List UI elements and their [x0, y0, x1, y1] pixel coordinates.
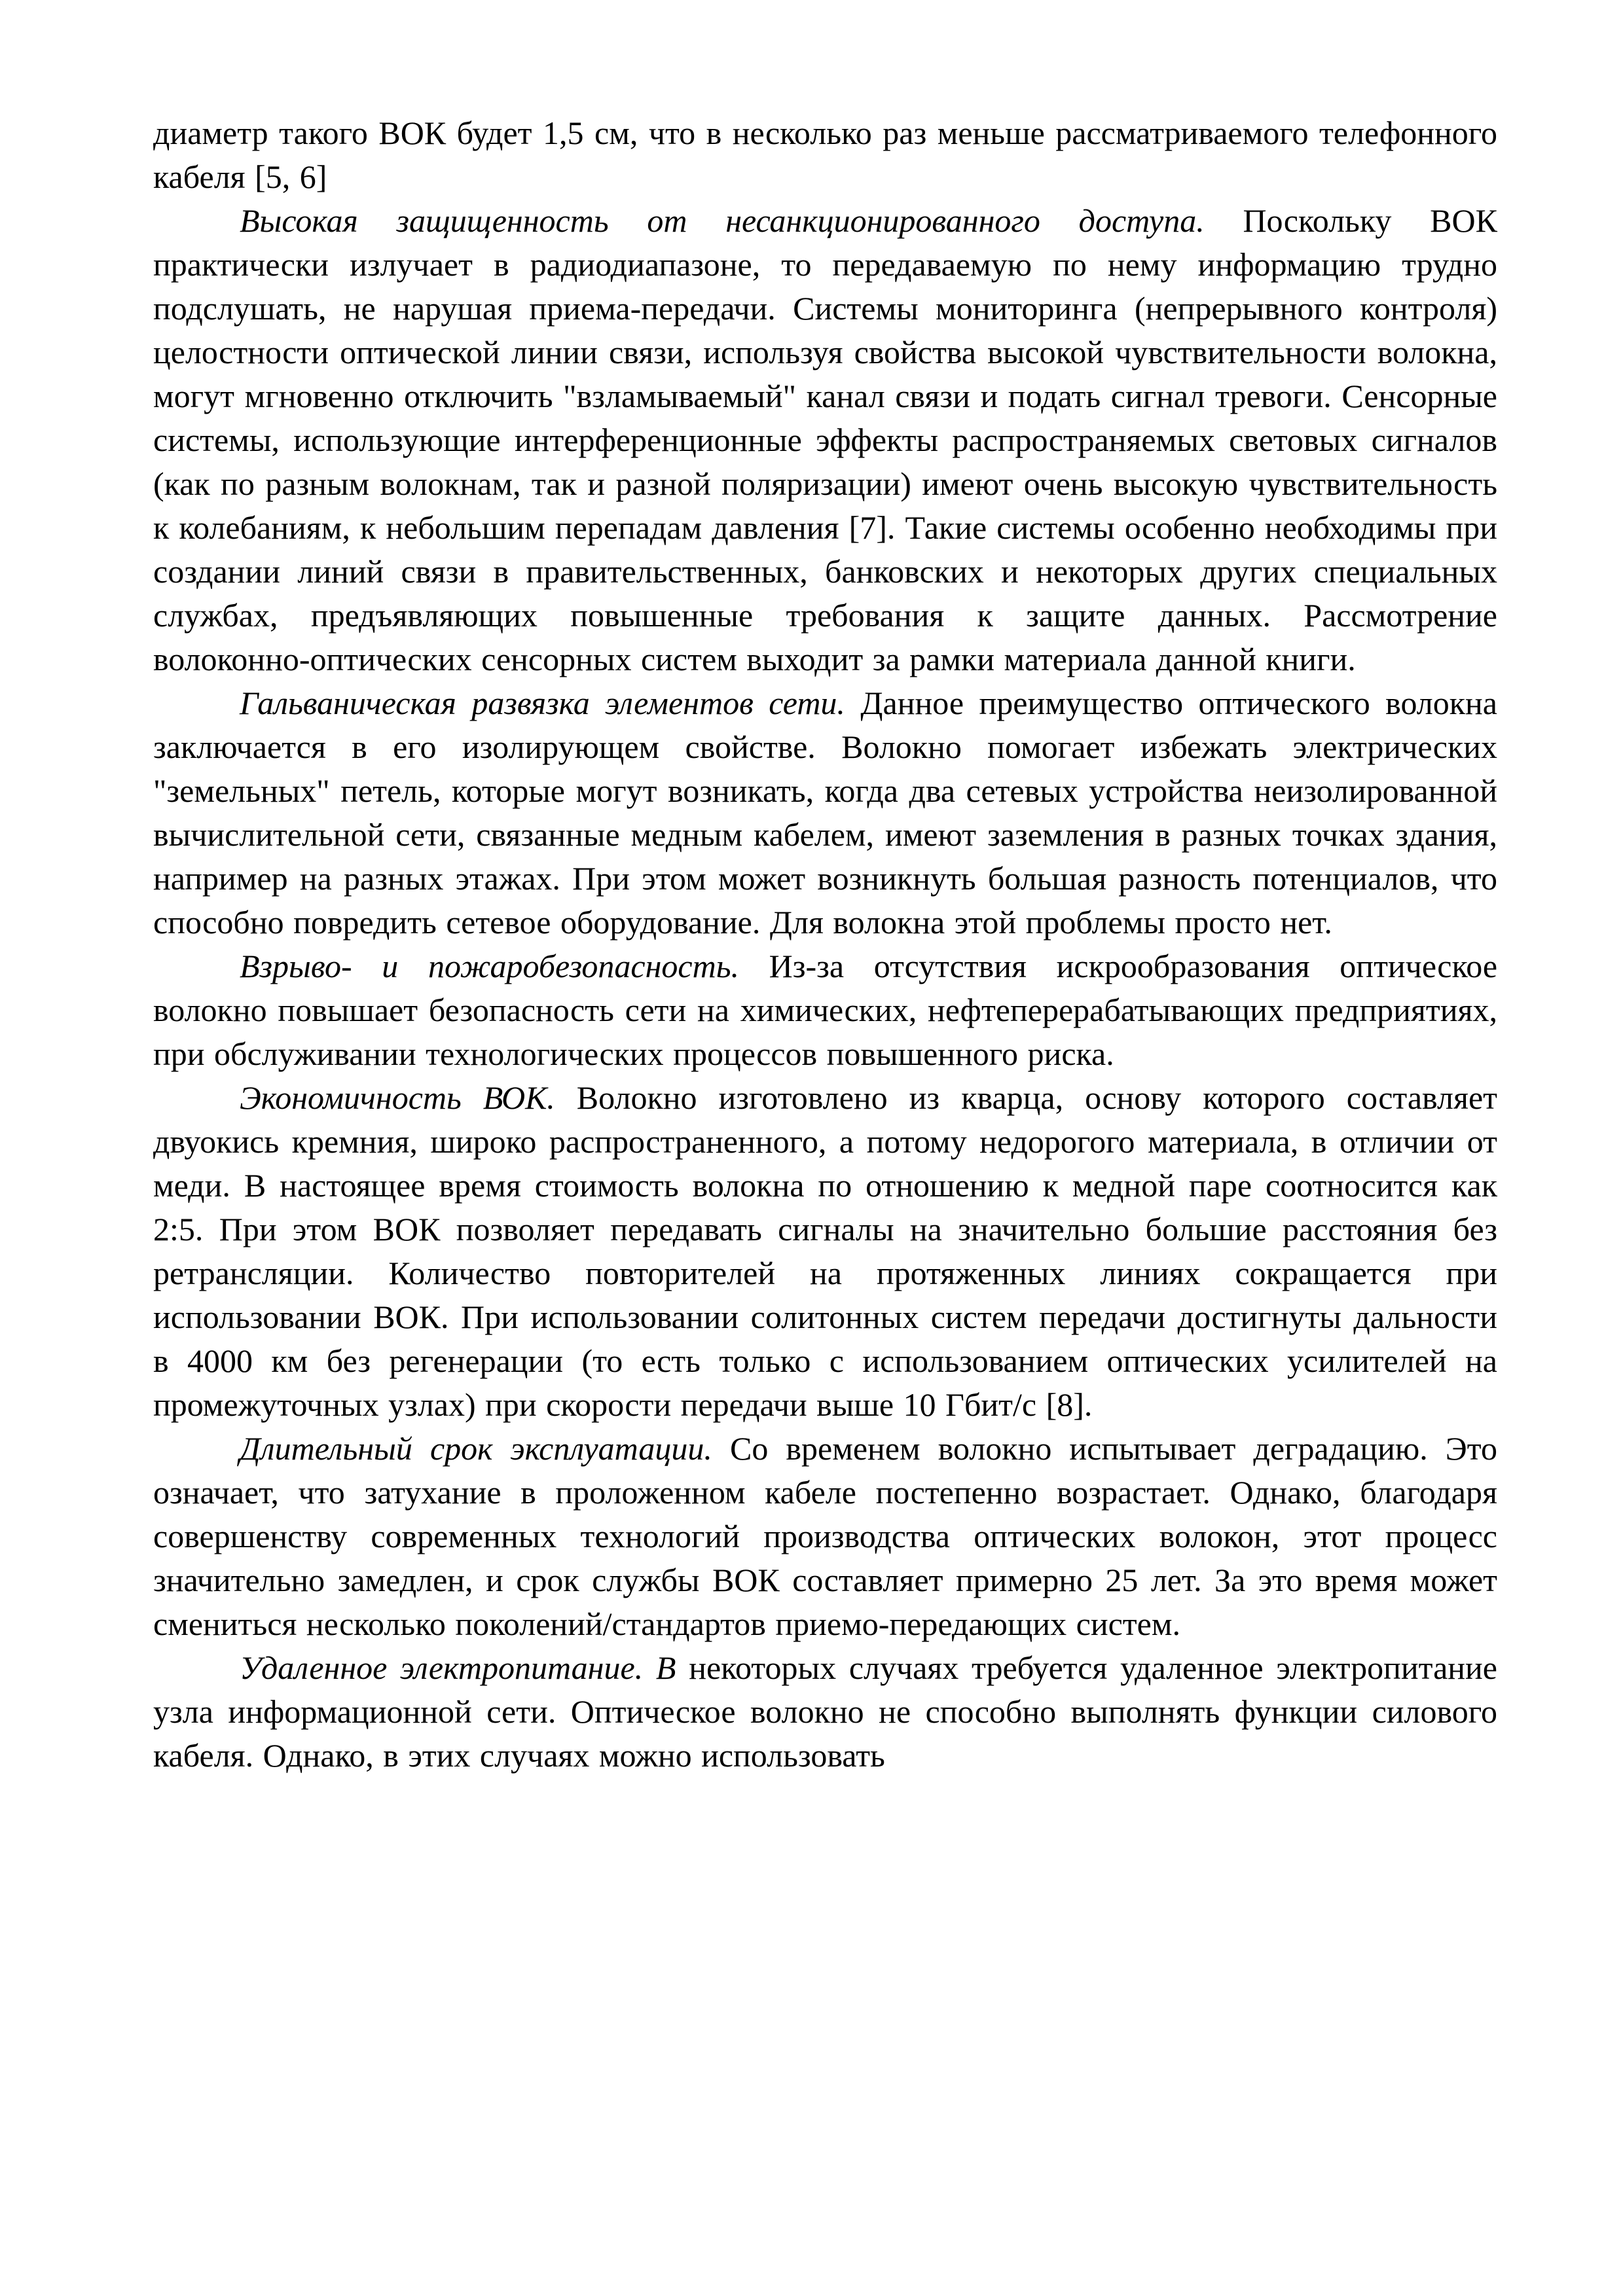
paragraph: [153, 111, 1497, 199]
paragraph-lead: Удаленное электропитание. В: [240, 1649, 676, 1686]
paragraph-text: Со временем волокно испытывает деградацию. Это означает, что затухание в проложенном кабеле постепенно возрастает. Однако, благодаря совершенству современных технологий производства оптических волокон, этот процесс значительно замедлен, и срок службы ВОК составляет примерно 25 лет. За это время может смениться несколько поколений/стандартов приемо-передающих систем.: [153, 1430, 1498, 1642]
paragraph-lead: Гальваническая развязка элементов сети.: [240, 685, 845, 721]
paragraph-lead: Высокая защищенность от несанкционированного доступа.: [240, 202, 1205, 239]
paragraph-lead: Экономичность ВОК.: [240, 1079, 555, 1116]
paragraph: [153, 681, 1497, 944]
paragraph-text: Поскольку ВОК практически излучает в радиодиапазоне, то передаваемую по нему информацию трудно подслушать, не нарушая приема-передачи. Системы мониторинга (непрерывного контроля) целостности оптической линии связи, используя свойства высокой чувствительности волокна, могут мгновенно отключить "взламываемый" канал связи и подать сигнал тревоги. Сенсорные системы, использующие интерференционные эффекты распространяемых световых сигналов (как по разным волокнам, так и разной поляризации) имеют очень высокую чувствительность к колебаниям, к небольшим перепадам давления [7]. Такие системы особенно необходимы при создании линий связи в правительственных, банковских и некоторых других специальных службах, предъявляющих повышенные требования к защите данных. Рассмотрение волоконно-оптических сенсорных систем выходит за рамки материала данной книги.: [153, 202, 1497, 677]
paragraph-lead: Длительный срок эксплуатации.: [240, 1430, 712, 1467]
paragraph: [153, 1646, 1497, 1778]
paragraph-text: Волокно изготовлено из кварца, основу которого составляет двуокись кремния, широко распространенного, а потому недорогого материала, в отличии от меди. В настоящее время стоимость волокна по отношению к медной паре соотносится как 2:5. При этом ВОК позволяет передавать сигналы на значительно большие расстояния без ретрансляции. Количество повторителей на протяженных линиях сокращается при использовании ВОК. При использовании солитонных систем передачи достигнуты дальности в 4000 км без регенерации (то есть только с использованием оптических усилителей на промежуточных узлах) при скорости передачи выше 10 Гбит/с [8].: [153, 1079, 1497, 1423]
paragraph-text: диаметр такого ВОК будет 1,5 см, что в несколько раз меньше рассматриваемого телефонного кабеля [5, 6]: [153, 115, 1497, 195]
paragraph-text: Из-за отсутствия искрообразования оптическое волокно повышает безопасность сети на химических, нефтеперерабатывающих предприятиях, при обслуживании технологических процессов повышенного риска.: [153, 948, 1498, 1072]
paragraph-text: некоторых случаях требуется удаленное электропитание узла информационной сети. Оптическое волокно не способно выполнять функции силового кабеля. Однако, в этих случаях можно использовать: [153, 1649, 1497, 1774]
paragraph-text: Данное преимущество оптического волокна заключается в его изолирующем свойстве. Волокно помогает избежать электрических "земельных" петель, которые могут возникать, когда два сетевых устройства неизолированной вычислительной сети, связанные медным кабелем, имеют заземления в разных точках здания, например на разных этажах. При этом может возникнуть большая разность потенциалов, что способно повредить сетевое оборудование. Для волокна этой проблемы просто нет.: [153, 685, 1497, 941]
paragraph: [153, 1076, 1497, 1427]
paragraph: [153, 944, 1497, 1076]
paragraph: [153, 1427, 1497, 1646]
paragraph: [153, 199, 1497, 681]
paragraph-lead: Взрыво- и пожаробезопасность.: [240, 948, 739, 984]
